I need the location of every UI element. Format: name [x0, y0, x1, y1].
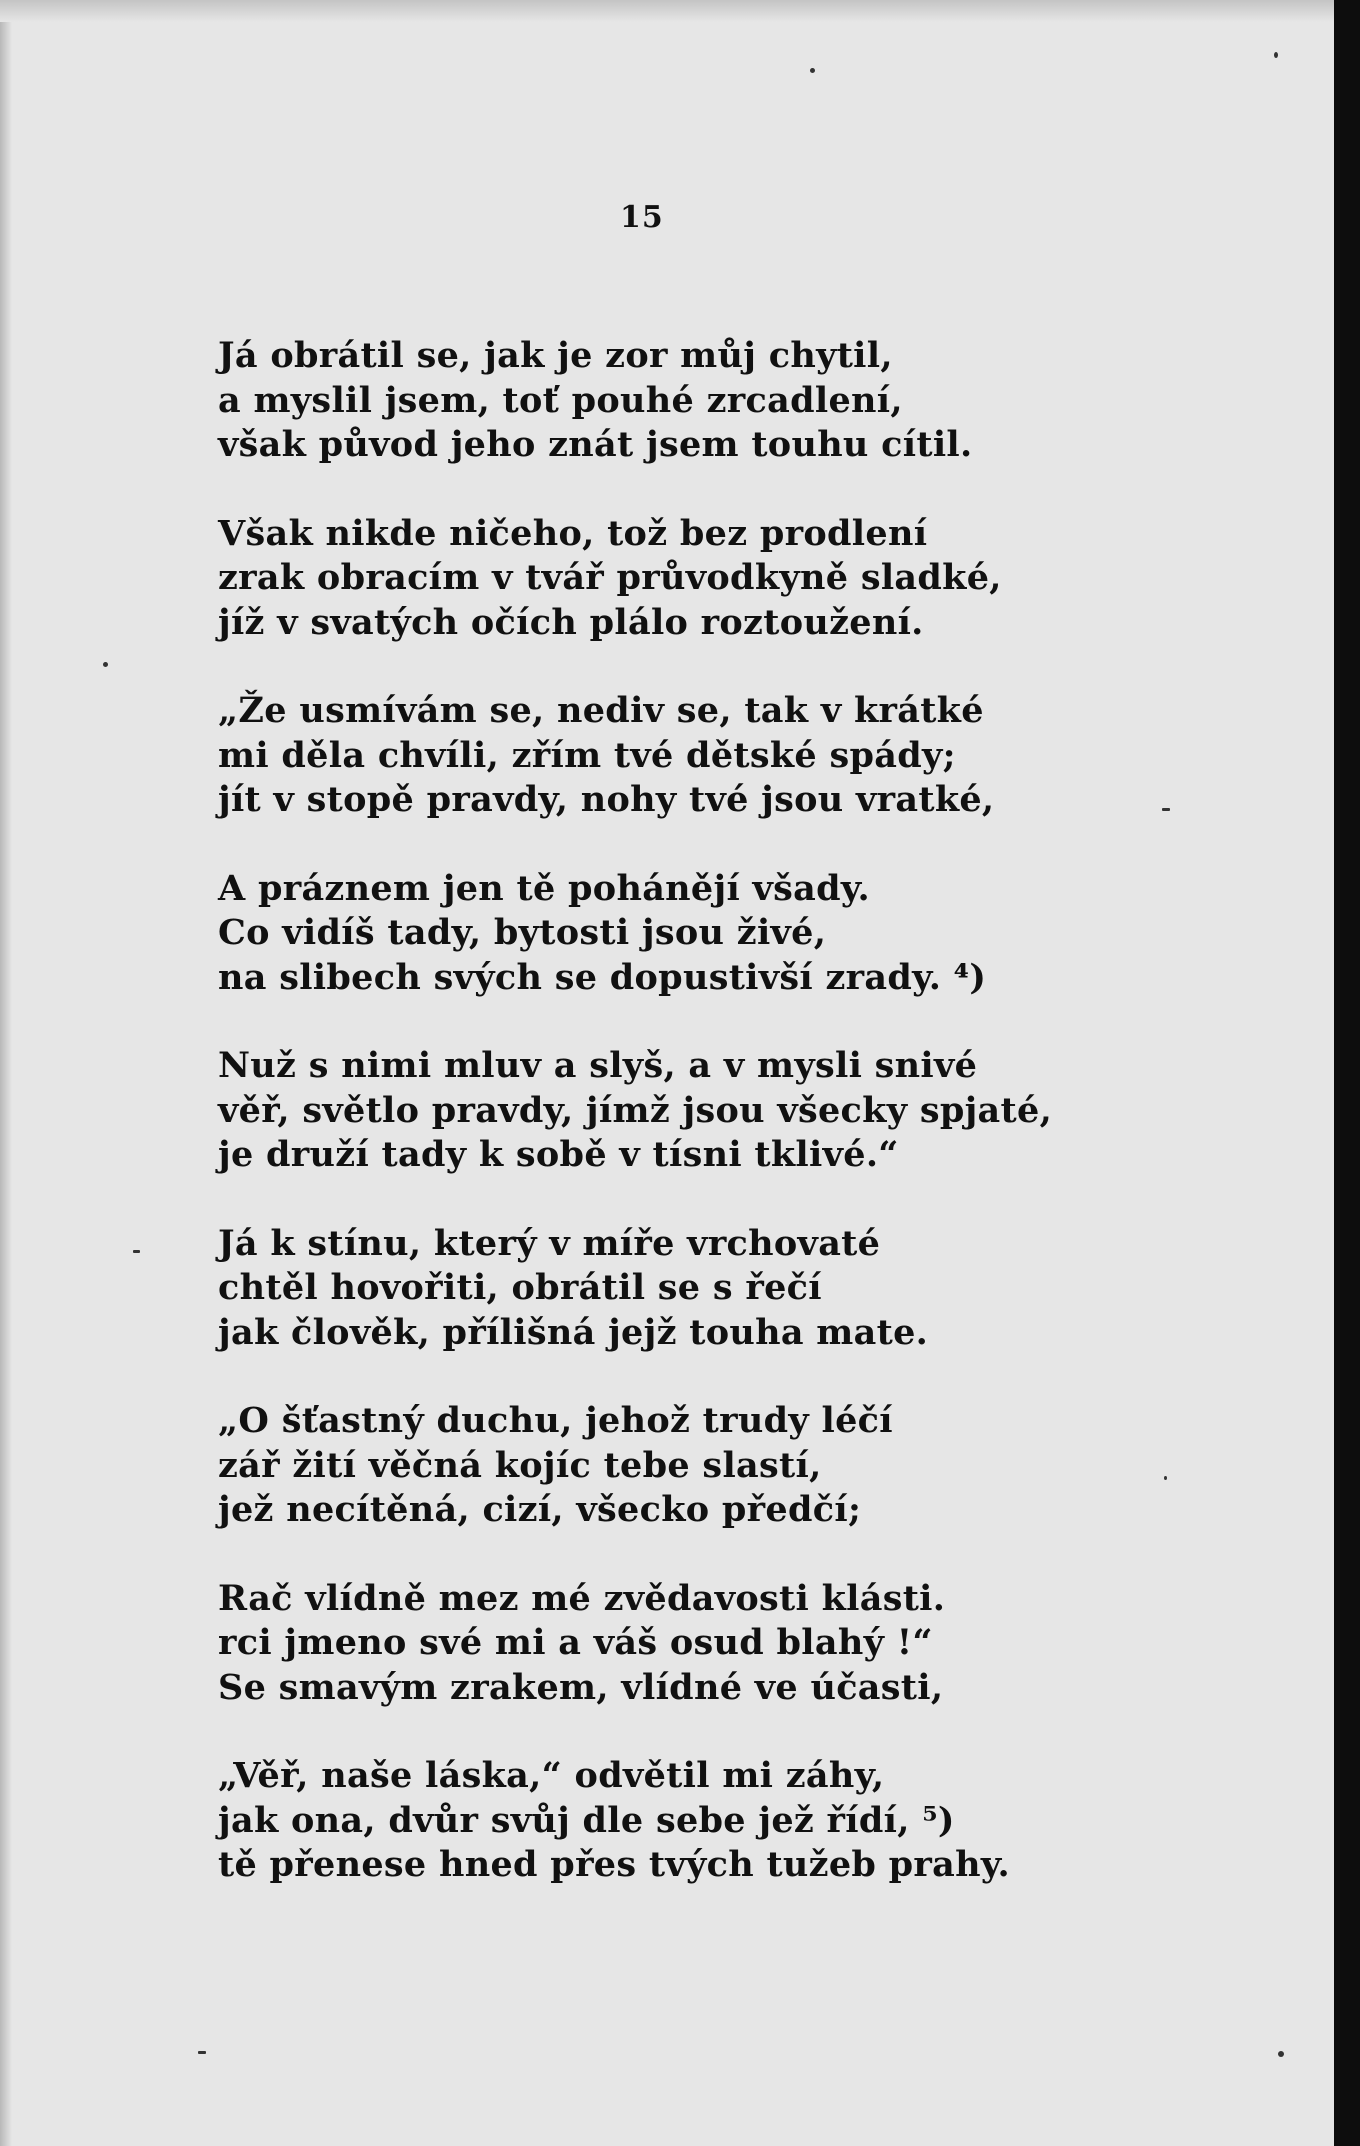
verse-line: věř, světlo pravdy, jímž jsou všecky spjaté, — [218, 1089, 1053, 1131]
verse-line: však původ jeho znát jsem touhu cítil. — [218, 424, 973, 465]
scan-speck — [103, 662, 108, 667]
verse-line: tě přenese hned přes tvých tužeb prahy. — [218, 1844, 1011, 1885]
verse-line: „O šťastný duchu, jehož trudy léčí — [218, 1400, 893, 1441]
verse-line: jak člověk, přílišná jejž touha mate. — [218, 1311, 929, 1353]
poem-text — [218, 334, 1298, 1932]
verse-line: Já obrátil se, jak je zor můj chytil, — [218, 335, 893, 376]
scan-speck — [1164, 1476, 1167, 1480]
verse-line: „Věř, naše láska,“ odvětil mi záhy, — [218, 1755, 885, 1796]
stanza — [218, 1044, 1298, 1178]
verse-line: jak ona, dvůr svůj dle sebe jež řídí, ⁵) — [218, 1799, 955, 1841]
verse-line: Se smavým zrakem, vlídné ve účasti, — [218, 1666, 944, 1708]
verse-line: A práznem jen tě pohánějí všady. — [218, 867, 871, 909]
stanza — [218, 1577, 1298, 1711]
stanza — [218, 689, 1298, 823]
verse-line: a myslil jsem, toť pouhé zrcadlení, — [218, 379, 903, 421]
verse-line: je druží tady k sobě v tísni tklivé.“ — [218, 1134, 899, 1175]
verse-line: rci jmeno své mi a váš osud blahý !“ — [218, 1622, 933, 1663]
verse-line: Nuž s nimi mluv a slyš, a v mysli snivé — [218, 1045, 978, 1086]
verse-line: Co vidíš tady, bytosti jsou živé, — [218, 912, 827, 953]
scan-speck — [810, 68, 815, 73]
verse-line: Rač vlídně mez mé zvědavosti klásti. — [218, 1577, 946, 1619]
page-top-shadow — [0, 0, 1334, 22]
verse-line: mi děla chvíli, zřím tvé dětské spády; — [218, 734, 956, 776]
verse-line: na slibech svých se dopustivší zrady. ⁴) — [218, 956, 987, 998]
stanza — [218, 1222, 1298, 1356]
stanza — [218, 334, 1298, 468]
scan-border — [1334, 0, 1360, 2146]
verse-line: zrak obracím v tvář průvodkyně sladké, — [218, 557, 1002, 598]
verse-line: jít v stopě pravdy, nohy tvé jsou vratké, — [218, 779, 995, 820]
page-edge-shadow — [0, 0, 12, 2146]
stanza — [218, 867, 1298, 1001]
verse-line: jíž v svatých očích plálo roztoužení. — [218, 601, 924, 643]
scan-speck — [133, 1250, 140, 1253]
verse-line: zář žití věčná kojíc tebe slastí, — [218, 1444, 822, 1486]
stanza — [218, 1399, 1298, 1533]
verse-line: „Že usmívám se, nediv se, tak v krátké — [218, 690, 984, 731]
scan-speck — [1162, 808, 1170, 811]
scan-speck — [198, 2051, 206, 2054]
stanza — [218, 1754, 1298, 1888]
verse-line: Já k stínu, který v míře vrchovaté — [218, 1222, 881, 1264]
scan-speck — [1278, 2051, 1284, 2057]
verse-line: chtěl hovořiti, obrátil se s řečí — [218, 1267, 822, 1308]
stanza — [218, 512, 1298, 646]
verse-line: Však nikde ničeho, tož bez prodlení — [218, 512, 928, 554]
verse-line: jež necítěná, cizí, všecko předčí; — [218, 1489, 862, 1530]
scan-speck — [1274, 52, 1278, 58]
page-number: 15 — [620, 200, 664, 235]
